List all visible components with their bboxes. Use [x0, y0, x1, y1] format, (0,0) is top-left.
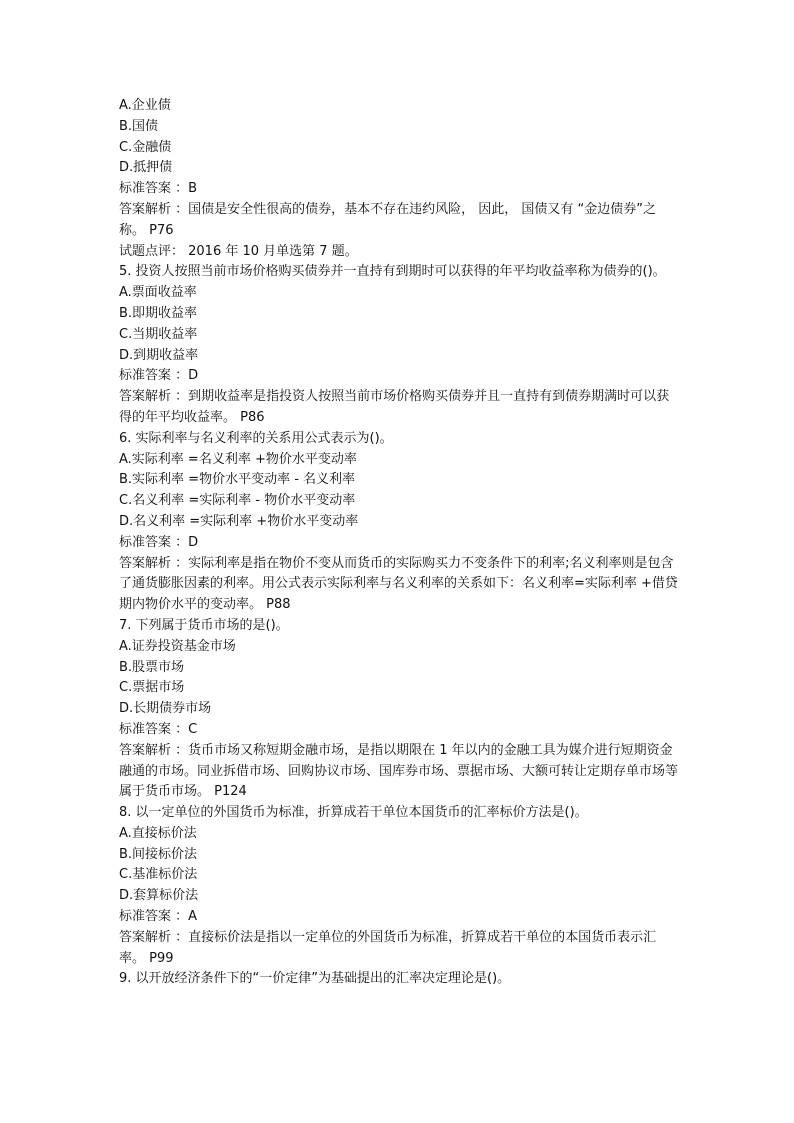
question-text: 9. 以开放经济条件下的“一价定律”为基础提出的汇率决定理论是()。 [119, 971, 511, 987]
standard-answer: 标准答案 ：D [119, 534, 199, 550]
document-body [119, 96, 679, 990]
answer-explanation: 答案解析 ：货币市场又称短期金融市场，是指以期限在 1 年以内的金融工具为媒介进行短期资金融通的市场。同业拆借市场、回购协议市场、国库券市场、票据市场、大额可转让定期存单市场等属于货币市场。 P124 [119, 742, 679, 800]
question-5 [119, 262, 679, 428]
question-4 [119, 96, 679, 262]
standard-answer: 标准答案 ：B [119, 181, 198, 197]
standard-answer: 标准答案 ：D [119, 368, 199, 384]
option-a: A.证券投资基金市场 [119, 638, 236, 654]
option-b: B.实际利率 =物价水平变动率 - 名义利率 [119, 472, 356, 488]
option-b: B.股票市场 [119, 659, 185, 675]
answer-explanation: 答案解析 ：实际利率是指在物价不变从而货币的实际购买力不变条件下的利率;名义利率则是包含了通货膨胀因素的利率。用公式表示实际利率与名义利率的关系如下：名义利率=实际利率 +借贷期内物价水平的变动率。 P88 [119, 555, 678, 613]
answer-explanation: 答案解析 ：到期收益率是指投资人按照当前市场价格购买债券并且一直持有到债券期满时可以获得的年平均收益率。 P86 [119, 389, 670, 425]
option-c: C.当期收益率 [119, 326, 198, 342]
question-text: 7. 下列属于货币市场的是()。 [119, 617, 289, 633]
exam-point: 试题点评： 2016 年 10 月单选第 7 题。 [119, 243, 358, 259]
option-a: A.企业债 [119, 98, 171, 113]
standard-answer: 标准答案 ：C [119, 721, 198, 737]
question-text: 5. 投资人按照当前市场价格购买债券并一直持有到期时可以获得的年平均收益率称为债券的()。 [119, 264, 666, 280]
question-text: 6. 实际利率与名义利率的关系用公式表示为()。 [119, 430, 393, 446]
option-c: C.名义利率 =实际利率 - 物价水平变动率 [119, 493, 356, 509]
option-d: D.到期收益率 [119, 347, 199, 363]
answer-explanation: 答案解析 ：国债是安全性很高的债券，基本不存在违约风险， 因此， 国债又有 “金边债券”之称。 P76 [119, 201, 656, 238]
question-7 [119, 616, 679, 803]
answer-explanation: 答案解析 ：直接标价法是指以一定单位的外国货币为标准，折算成若干单位的本国货币表示汇率。 P99 [119, 929, 657, 966]
option-d: D.抵押债 [119, 160, 173, 176]
option-a: A.直接标价法 [119, 825, 197, 841]
option-c: C.金融债 [119, 139, 172, 155]
option-d: D.套算标价法 [119, 888, 199, 904]
question-9 [119, 969, 679, 990]
question-6 [119, 429, 679, 616]
option-c: C.票据市场 [119, 680, 185, 696]
option-b: B.间接标价法 [119, 846, 198, 862]
option-a: A.实际利率 =名义利率 +物价水平变动率 [119, 451, 357, 467]
option-d: D.长期债券市场 [119, 701, 212, 717]
question-8 [119, 803, 679, 969]
option-c: C.基准标价法 [119, 867, 198, 883]
option-a: A.票面收益率 [119, 285, 197, 301]
option-d: D.名义利率 =实际利率 +物价水平变动率 [119, 513, 359, 529]
option-b: B.国债 [119, 118, 159, 134]
standard-answer: 标准答案 ：A [119, 909, 198, 925]
question-text: 8. 以一定单位的外国货币为标准，折算成若干单位本国货币的汇率标价方法是()。 [119, 805, 588, 821]
option-b: B.即期收益率 [119, 305, 198, 321]
